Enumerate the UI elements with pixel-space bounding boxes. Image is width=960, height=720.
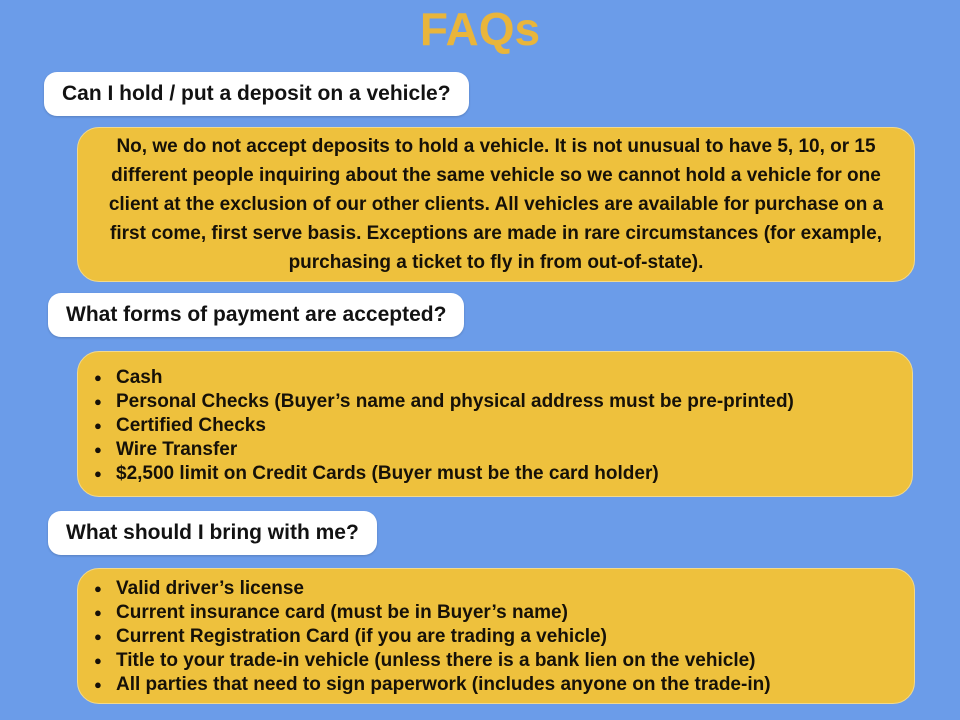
list-item [78, 390, 896, 414]
answer-payment-forms [77, 351, 913, 497]
list-item [78, 577, 898, 601]
list-item-label: Cash [116, 367, 163, 388]
list-item-label: Wire Transfer [116, 439, 238, 460]
list-item-label: Valid driver’s license [116, 578, 304, 599]
question-deposit: Can I hold / put a deposit on a vehicle? [44, 72, 469, 116]
bullet-icon: ● [94, 677, 102, 692]
question-what-to-bring: What should I bring with me? [48, 511, 377, 555]
bring-items-list [78, 577, 898, 697]
list-item [78, 625, 898, 649]
list-item-label: Current Registration Card (if you are trading a vehicle) [116, 626, 607, 647]
bullet-icon: ● [94, 653, 102, 668]
bullet-icon: ● [94, 394, 102, 409]
list-item [78, 414, 896, 438]
bullet-icon: ● [94, 466, 102, 481]
list-item-label: Title to your trade-in vehicle (unless there is a bank lien on the vehicle) [116, 650, 756, 671]
list-item-label: $2,500 limit on Credit Cards (Buyer must be the card holder) [116, 463, 659, 484]
bullet-icon: ● [94, 629, 102, 644]
question-payment-forms: What forms of payment are accepted? [48, 293, 464, 337]
list-item [78, 673, 898, 697]
list-item-label: Personal Checks (Buyer’s name and physical address must be pre-printed) [116, 391, 794, 412]
list-item-label: All parties that need to sign paperwork (includes anyone on the trade-in) [116, 674, 771, 695]
answer-deposit-text: No, we do not accept deposits to hold a vehicle. It is not unusual to have 5, 10, or 15 different people inquiring about the same vehicle so we cannot hold a vehicle for one client at the exclusion of our other clients. All vehicles are available for purchase on a first come, first serve basis. Exceptions are made in rare circumstances (for example, purchasing a ticket to fly in from out-of-state). [108, 136, 884, 273]
list-item [78, 462, 896, 486]
bullet-icon: ● [94, 442, 102, 457]
list-item-label: Certified Checks [116, 415, 266, 436]
page-title: FAQs [419, 3, 541, 55]
bullet-icon: ● [94, 418, 102, 433]
answer-deposit [77, 127, 915, 282]
bullet-icon: ● [94, 370, 102, 385]
bullet-icon: ● [94, 605, 102, 620]
list-item [78, 366, 896, 390]
list-item [78, 601, 898, 625]
list-item-label: Current insurance card (must be in Buyer’s name) [116, 602, 568, 623]
payment-options-list [78, 366, 896, 486]
bullet-icon: ● [94, 581, 102, 596]
answer-what-to-bring [77, 568, 915, 704]
list-item [78, 438, 896, 462]
list-item [78, 649, 898, 673]
